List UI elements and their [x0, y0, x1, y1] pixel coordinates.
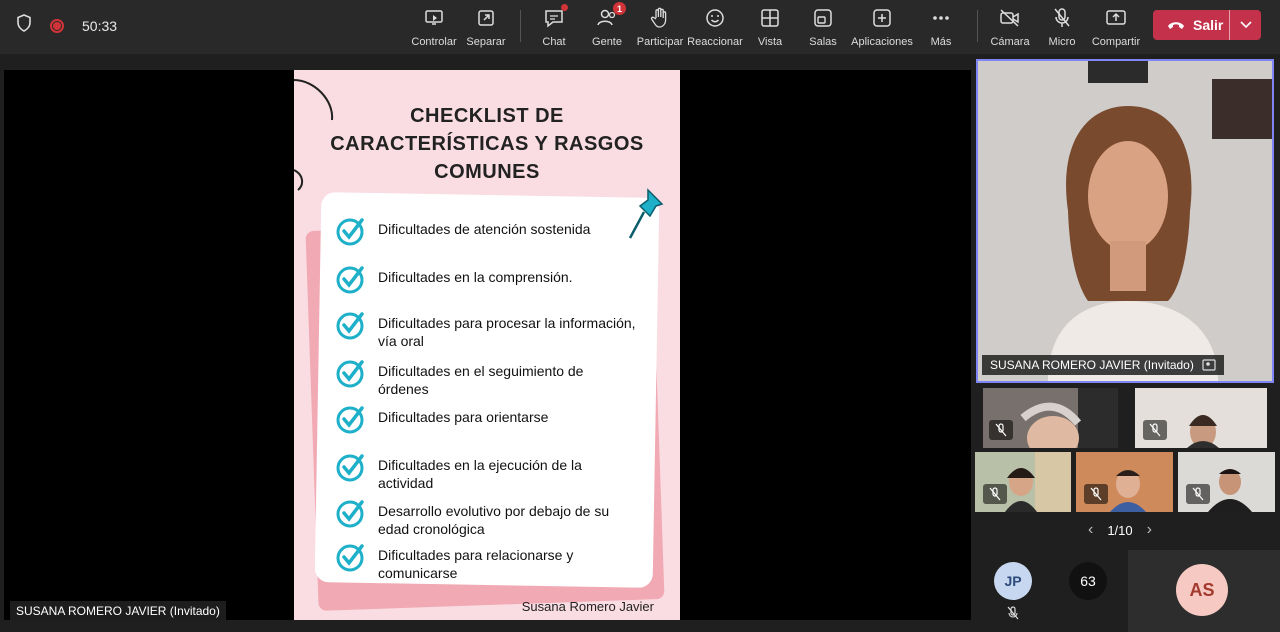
mic-off-icon — [983, 484, 1007, 504]
control-button[interactable] — [404, 6, 464, 48]
camera-off-icon — [999, 8, 1021, 28]
presenter-name-tag: SUSANA ROMERO JAVIER (Invitado) — [10, 601, 226, 621]
apps-label: Aplicaciones — [851, 36, 913, 48]
checklist-item — [336, 358, 636, 398]
gallery-pager — [1088, 521, 1152, 539]
share-icon — [1105, 8, 1127, 28]
mic-off-icon — [1143, 420, 1167, 440]
share-label: Compartir — [1091, 36, 1141, 48]
chevron-right-icon[interactable]: › — [1146, 521, 1152, 538]
checklist-item-text: Dificultades de atención sostenida — [378, 221, 591, 237]
check-icon — [336, 358, 366, 388]
view-label: Vista — [757, 36, 783, 48]
check-icon — [336, 542, 366, 572]
mic-off-icon — [1186, 484, 1210, 504]
toolbar-divider — [520, 10, 521, 42]
raise-hand-button[interactable] — [630, 6, 690, 48]
chat-button[interactable] — [524, 6, 584, 48]
participant-video-tile[interactable] — [1178, 452, 1275, 512]
leave-label: Salir — [1193, 17, 1224, 33]
hand-icon — [650, 7, 670, 29]
mic-label: Micro — [1048, 36, 1076, 48]
react-button[interactable] — [685, 6, 745, 48]
share-button[interactable] — [1086, 6, 1146, 48]
control-icon — [424, 8, 444, 28]
check-icon — [336, 404, 366, 434]
check-icon — [336, 498, 366, 528]
chat-notification-dot — [561, 4, 568, 11]
more-label: Más — [930, 36, 952, 48]
toolbar-divider — [977, 10, 978, 42]
leave-options-button[interactable] — [1230, 21, 1261, 29]
checklist-item — [336, 542, 636, 582]
shield-icon[interactable] — [16, 14, 32, 37]
checklist-item-text: Desarrollo evolutivo por debajo de su edad cronológica — [378, 503, 610, 537]
checklist-item-text: Dificultades en la comprensión. — [378, 269, 573, 285]
check-icon — [336, 452, 366, 482]
checklist-item-text: Dificultades para relacionarse y comunicarse — [378, 547, 574, 581]
chat-label: Chat — [542, 36, 566, 48]
people-badge: 1 — [613, 2, 626, 15]
participant-video-tile[interactable] — [1076, 452, 1173, 512]
mic-off-icon — [1052, 7, 1072, 29]
checklist-item — [336, 310, 636, 350]
participant-video-tile[interactable] — [983, 388, 1118, 448]
checklist-item-text: Dificultades en el seguimiento de órdenes — [378, 363, 584, 397]
checklist-item — [336, 216, 636, 246]
check-icon — [336, 216, 366, 246]
check-icon — [336, 264, 366, 294]
checklist-item — [336, 452, 636, 492]
grid-view-icon — [760, 8, 780, 28]
participant-video-tile[interactable] — [975, 452, 1071, 512]
rooms-icon — [813, 8, 833, 28]
meeting-timer: 50:33 — [82, 17, 118, 34]
people-button[interactable] — [577, 3, 637, 48]
mic-off-icon — [989, 420, 1013, 440]
participant-video-tile[interactable] — [1135, 388, 1267, 448]
slide-title-line: CARACTERÍSTICAS Y RASGOS — [330, 133, 644, 155]
view-button[interactable] — [740, 6, 800, 48]
mic-button[interactable] — [1032, 6, 1092, 48]
more-participants-count[interactable]: 63 — [1069, 562, 1107, 600]
popout-label: Separar — [466, 36, 506, 48]
more-dots-icon — [931, 8, 951, 28]
checklist-item-text: Dificultades para procesar la información, vía oral — [378, 315, 636, 349]
check-icon — [336, 310, 366, 340]
slide-title-line: CHECKLIST DE — [410, 105, 564, 127]
slide-title — [294, 102, 680, 186]
hang-up-icon — [1167, 20, 1185, 30]
meeting-status — [16, 14, 117, 37]
checklist-item — [336, 404, 636, 434]
popout-icon — [476, 8, 496, 28]
apps-button[interactable] — [852, 6, 912, 48]
checklist-item-text: Dificultades en la ejecución de la actividad — [378, 457, 582, 491]
slide-author: Susana Romero Javier — [521, 599, 654, 614]
control-label: Controlar — [411, 36, 457, 48]
slide-title-line: COMUNES — [434, 161, 540, 183]
leave-main[interactable] — [1153, 10, 1229, 40]
checklist-item — [336, 264, 636, 294]
leave-button[interactable] — [1153, 10, 1261, 40]
guest-icon — [1202, 358, 1216, 372]
shared-slide — [294, 70, 680, 620]
mic-off-icon — [1084, 484, 1108, 504]
camera-label: Cámara — [990, 36, 1030, 48]
react-label: Reaccionar — [687, 36, 743, 48]
chat-icon — [543, 8, 565, 28]
rooms-button[interactable] — [793, 6, 853, 48]
participant-avatar[interactable]: AS — [1176, 564, 1228, 616]
mic-off-icon — [1006, 606, 1020, 620]
more-button[interactable] — [911, 6, 971, 48]
chevron-left-icon[interactable]: ‹ — [1088, 521, 1094, 538]
add-apps-icon — [872, 8, 892, 28]
checklist-item-text: Dificultades para orientarse — [378, 409, 549, 425]
rooms-label: Salas — [809, 36, 837, 48]
people-label: Gente — [592, 36, 622, 48]
popout-button[interactable] — [456, 6, 516, 48]
smiley-icon — [705, 8, 725, 28]
meeting-toolbar — [0, 0, 1280, 54]
raise-hand-label: Participar — [636, 36, 684, 48]
page-indicator: 1/10 — [1107, 522, 1133, 538]
camera-button[interactable] — [980, 6, 1040, 48]
participant-avatar[interactable]: JP — [994, 562, 1032, 600]
speaker-name-tag — [982, 355, 1224, 375]
checklist-item — [336, 498, 636, 538]
speaker-video-tile[interactable] — [976, 59, 1274, 383]
chevron-down-icon — [1240, 21, 1252, 29]
speaker-name: SUSANA ROMERO JAVIER (Invitado) — [990, 358, 1194, 372]
speaker-video-image — [978, 61, 1272, 381]
recording-icon — [50, 19, 64, 33]
